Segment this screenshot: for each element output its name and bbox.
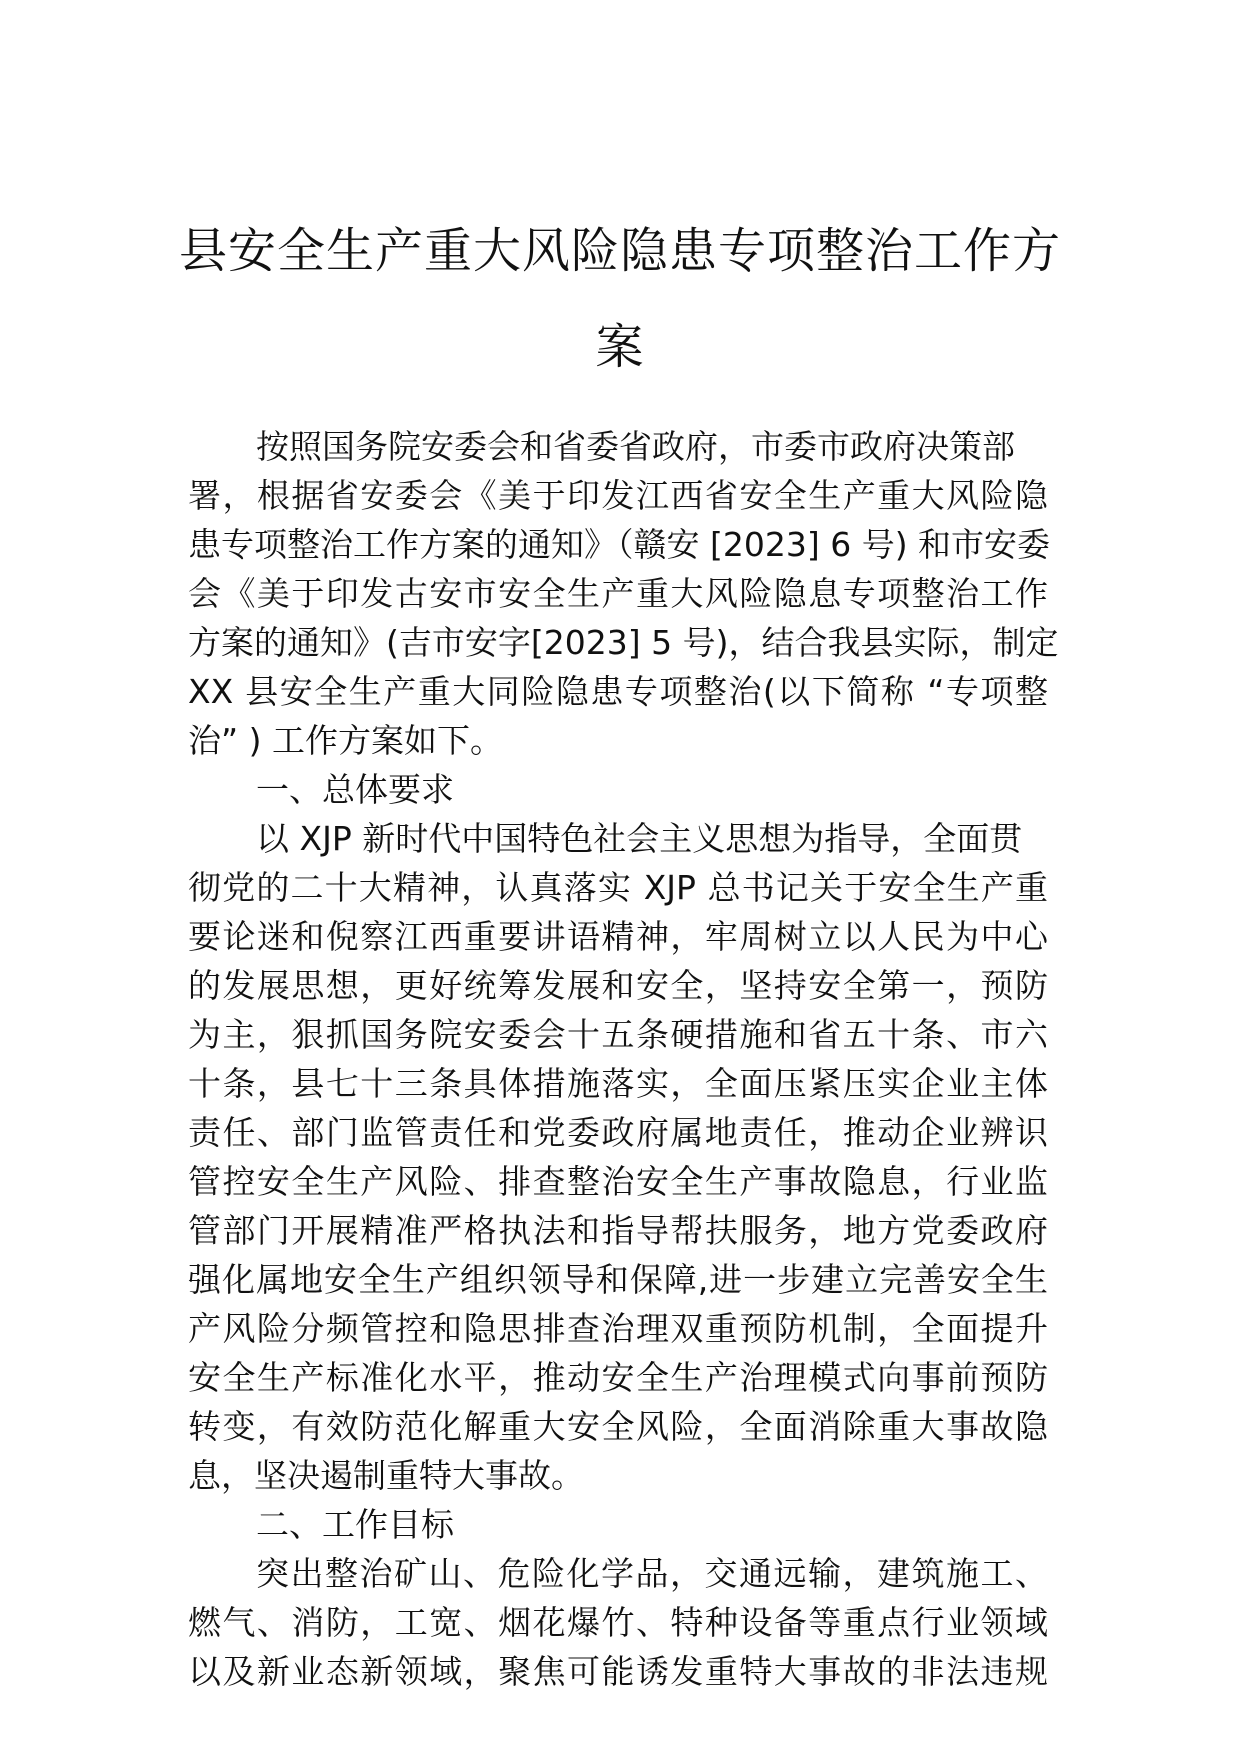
paragraph-requirements-line: 要论迷和倪察江西重要讲语精神，牢周树立以人民为中心 (188, 917, 1048, 956)
paragraph-intro-line: 治” ) 工作方案如下。 (188, 721, 503, 760)
paragraph-requirements-line: 产风险分频管控和隐思排查治理双重预防机制，全面提升 (188, 1309, 1048, 1348)
document-title-line-2: 案 (595, 319, 645, 375)
paragraph-targets-line: 燃气、消防，工宽、烟花爆竹、特种设备等重点行业领域 (188, 1603, 1048, 1642)
paragraph-targets-line: 突出整治矿山、危险化学品，交通远输，建筑施工、 (256, 1554, 1048, 1593)
paragraph-intro-line: 署，根据省安委会《美于印发江西省安全生产重大风险隐 (188, 476, 1048, 515)
paragraph-requirements-line: 息，坚决遏制重特大事故。 (188, 1456, 584, 1495)
paragraph-intro-line: 患专项整治工作方案的通知》（赣安 [2023] 6 号) 和市安委 (188, 525, 1051, 564)
section-heading-overall-requirements: 一、总体要求 (256, 770, 454, 809)
document-title-line-1: 县安全生产重大风险隐患专项整治工作方 (178, 223, 1061, 279)
paragraph-requirements-line: 彻党的二十大精神，认真落实 XJP 总书记关于安全生产重 (188, 868, 1048, 907)
paragraph-requirements-line: 强化属地安全生产组织领导和保障,进一步建立完善安全生 (188, 1260, 1048, 1299)
document-body (188, 422, 1059, 1696)
section-heading-work-targets: 二、工作目标 (256, 1505, 454, 1544)
paragraph-requirements-line: 十条，县七十三条具体措施落实，全面压紧压实企业主体 (188, 1064, 1048, 1103)
paragraph-intro-line: 方案的通知》(吉市安字[2023] 5 号)，结合我县实际，制定 (188, 623, 1059, 662)
paragraph-requirements-line: 为主，狠抓国务院安委会十五条硬措施和省五十条、市六 (188, 1015, 1048, 1054)
paragraph-requirements-line: 管部门开展精准严格执法和指导帮扶服务，地方党委政府 (188, 1211, 1048, 1250)
paragraph-intro-line: 会《美于印发古安市安全生产重大风险隐息专项整治工作 (188, 574, 1048, 613)
paragraph-requirements-line: 安全生产标准化水平，推动安全生产治理模式向事前预防 (188, 1358, 1048, 1397)
paragraph-requirements-line: 的发展思想，更好统筹发展和安全，坚持安全第一，预防 (188, 966, 1048, 1005)
paragraph-intro-line: 按照国务院安委会和省委省政府，市委市政府决策部 (256, 427, 1015, 466)
paragraph-intro-line: XX 县安全生产重大同险隐患专项整治(以下简称 “专项整 (188, 672, 1048, 711)
paragraph-requirements-line: 转变，有效防范化解重大安全风险，全面消除重大事故隐 (188, 1407, 1048, 1446)
paragraph-requirements-line: 责任、部门监管责任和党委政府属地责任，推动企业辨识 (188, 1113, 1048, 1152)
paragraph-targets-line: 以及新业态新领域，聚焦可能诱发重特大事故的非法违规 (188, 1652, 1048, 1691)
paragraph-requirements-line: 管控安全生产风险、排查整治安全生产事故隐息，行业监 (188, 1162, 1048, 1201)
paragraph-requirements-line: 以 XJP 新时代中国特色社会主义思想为指导，全面贯 (256, 819, 1023, 858)
